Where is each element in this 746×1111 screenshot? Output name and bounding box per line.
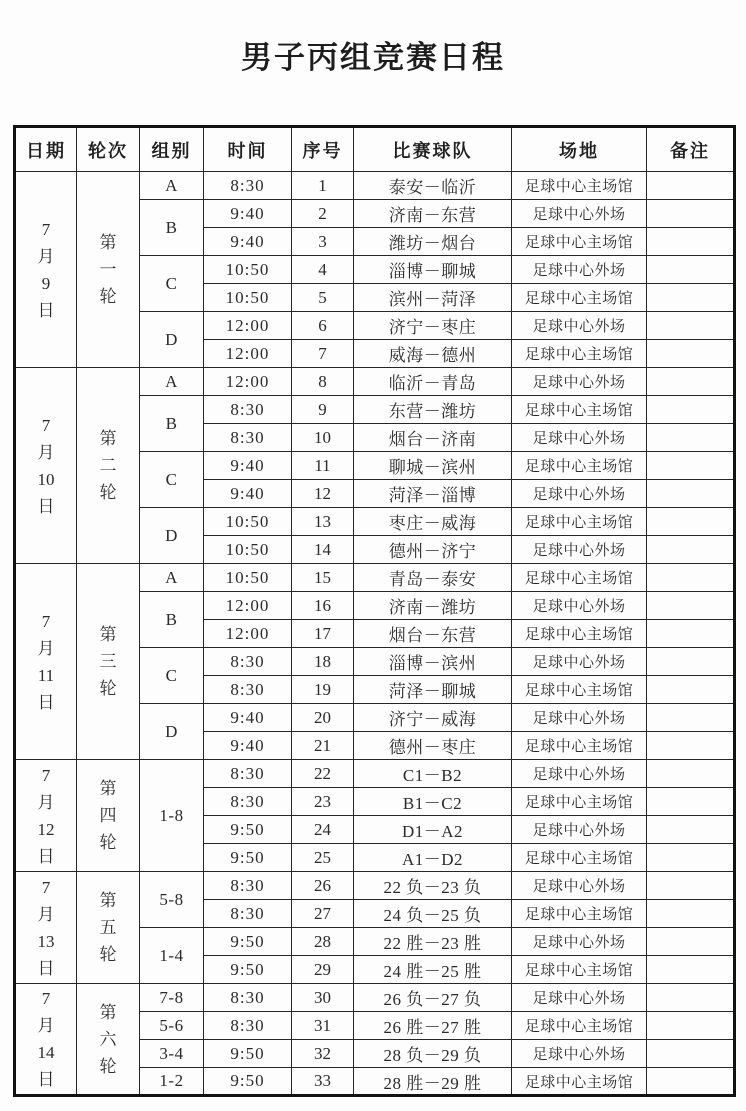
- note-cell: [647, 424, 735, 452]
- teams-cell: 菏泽－淄博: [354, 480, 512, 508]
- date-line: 日: [37, 692, 55, 712]
- round-cell: [77, 368, 140, 564]
- note-cell: [647, 676, 735, 704]
- venue-cell: 足球中心外场: [512, 816, 647, 844]
- match-no-cell: 1: [292, 172, 354, 200]
- venue-cell: 足球中心主场馆: [512, 956, 647, 984]
- note-cell: [647, 648, 735, 676]
- teams-cell: 滨州－菏泽: [354, 284, 512, 312]
- time-cell: 8:30: [204, 396, 292, 424]
- col-header-no: 序号: [292, 127, 354, 172]
- col-header-date: 日期: [15, 127, 77, 172]
- venue-cell: 足球中心主场馆: [512, 732, 647, 760]
- round-line: 轮: [99, 679, 117, 698]
- group-cell: C: [140, 648, 204, 704]
- match-no-cell: 19: [292, 676, 354, 704]
- teams-cell: 28 负－29 负: [354, 1040, 512, 1068]
- round-line: 第: [99, 1002, 117, 1022]
- note-cell: [647, 396, 735, 424]
- venue-cell: 足球中心主场馆: [512, 340, 647, 368]
- group-cell: A: [140, 368, 204, 396]
- venue-cell: 足球中心主场馆: [512, 676, 647, 704]
- date-line: 11: [37, 665, 55, 685]
- match-no-cell: 14: [292, 536, 354, 564]
- match-no-cell: 10: [292, 424, 354, 452]
- venue-cell: 足球中心外场: [512, 1040, 647, 1068]
- teams-cell: 菏泽－聊城: [354, 676, 512, 704]
- date-line: 12: [37, 819, 55, 839]
- match-no-cell: 2: [292, 200, 354, 228]
- time-cell: 10:50: [204, 564, 292, 592]
- date-line: 月: [37, 904, 55, 924]
- time-cell: 9:50: [204, 928, 292, 956]
- teams-cell: 24 负－25 负: [354, 900, 512, 928]
- group-cell: 1-2: [140, 1068, 204, 1096]
- match-no-cell: 4: [292, 256, 354, 284]
- match-row: [15, 172, 735, 200]
- teams-cell: 德州－枣庄: [354, 732, 512, 760]
- note-cell: [647, 788, 735, 816]
- date-line: 日: [37, 496, 55, 516]
- note-cell: [647, 1040, 735, 1068]
- teams-cell: 济宁－威海: [354, 704, 512, 732]
- venue-cell: 足球中心外场: [512, 480, 647, 508]
- note-cell: [647, 1012, 735, 1040]
- note-cell: [647, 984, 735, 1012]
- match-no-cell: 22: [292, 760, 354, 788]
- venue-cell: 足球中心主场馆: [512, 452, 647, 480]
- note-cell: [647, 480, 735, 508]
- venue-cell: 足球中心主场馆: [512, 284, 647, 312]
- venue-cell: 足球中心外场: [512, 536, 647, 564]
- group-cell: 5-8: [140, 872, 204, 928]
- date-line: 7: [41, 989, 51, 1008]
- round-line: 三: [99, 652, 117, 671]
- group-cell: 7-8: [140, 984, 204, 1012]
- match-row: [15, 368, 735, 396]
- round-line: 第: [99, 891, 117, 910]
- round-line: 五: [99, 918, 117, 937]
- match-no-cell: 20: [292, 704, 354, 732]
- match-no-cell: 29: [292, 956, 354, 984]
- col-header-round: 轮次: [77, 127, 140, 172]
- time-cell: 8:30: [204, 788, 292, 816]
- match-no-cell: 26: [292, 872, 354, 900]
- note-cell: [647, 536, 735, 564]
- date-line: 10: [37, 469, 55, 489]
- venue-cell: 足球中心主场馆: [512, 1012, 647, 1040]
- teams-cell: 烟台－济南: [354, 424, 512, 452]
- venue-cell: 足球中心主场馆: [512, 1068, 647, 1096]
- venue-cell: 足球中心外场: [512, 312, 647, 340]
- time-cell: 8:30: [204, 648, 292, 676]
- teams-cell: B1－C2: [354, 788, 512, 816]
- date-line: 9: [41, 273, 51, 293]
- time-cell: 9:50: [204, 1068, 292, 1096]
- teams-cell: 枣庄－威海: [354, 508, 512, 536]
- match-no-cell: 16: [292, 592, 354, 620]
- date-cell: [15, 564, 77, 760]
- date-cell: [15, 984, 77, 1096]
- time-cell: 8:30: [204, 1012, 292, 1040]
- group-cell: B: [140, 200, 204, 256]
- teams-cell: 泰安－临沂: [354, 172, 512, 200]
- teams-cell: D1－A2: [354, 816, 512, 844]
- venue-cell: 足球中心主场馆: [512, 788, 647, 816]
- teams-cell: 青岛－泰安: [354, 564, 512, 592]
- date-line: 7: [41, 219, 51, 239]
- date-line: 日: [37, 958, 55, 978]
- group-cell: B: [140, 396, 204, 452]
- round-line: 轮: [99, 483, 117, 502]
- venue-cell: 足球中心外场: [512, 760, 647, 788]
- time-cell: 8:30: [204, 984, 292, 1012]
- venue-cell: 足球中心主场馆: [512, 396, 647, 424]
- group-cell: 1-4: [140, 928, 204, 984]
- teams-cell: 潍坊－烟台: [354, 228, 512, 256]
- col-header-venue: 场地: [512, 127, 647, 172]
- group-cell: 3-4: [140, 1040, 204, 1068]
- date-line: 7: [41, 765, 51, 785]
- time-cell: 9:50: [204, 956, 292, 984]
- time-cell: 9:40: [204, 704, 292, 732]
- note-cell: [647, 1068, 735, 1096]
- note-cell: [647, 368, 735, 396]
- col-header-group: 组别: [140, 127, 204, 172]
- teams-cell: 22 胜－23 胜: [354, 928, 512, 956]
- note-cell: [647, 956, 735, 984]
- date-line: 7: [41, 877, 51, 897]
- venue-cell: 足球中心外场: [512, 424, 647, 452]
- teams-cell: 德州－济宁: [354, 536, 512, 564]
- time-cell: 12:00: [204, 368, 292, 396]
- time-cell: 9:50: [204, 816, 292, 844]
- match-no-cell: 32: [292, 1040, 354, 1068]
- round-line: 六: [99, 1029, 117, 1049]
- time-cell: 10:50: [204, 536, 292, 564]
- teams-cell: 东营－潍坊: [354, 396, 512, 424]
- venue-cell: 足球中心主场馆: [512, 620, 647, 648]
- time-cell: 12:00: [204, 620, 292, 648]
- venue-cell: 足球中心主场馆: [512, 172, 647, 200]
- teams-cell: 济南－潍坊: [354, 592, 512, 620]
- match-no-cell: 6: [292, 312, 354, 340]
- note-cell: [647, 564, 735, 592]
- venue-cell: 足球中心外场: [512, 704, 647, 732]
- venue-cell: 足球中心主场馆: [512, 900, 647, 928]
- date-line: 月: [37, 638, 55, 658]
- teams-cell: 26 负－27 负: [354, 984, 512, 1012]
- note-cell: [647, 844, 735, 872]
- match-no-cell: 17: [292, 620, 354, 648]
- date-line: 13: [37, 931, 55, 951]
- time-cell: 12:00: [204, 592, 292, 620]
- date-cell: [15, 172, 77, 368]
- group-cell: A: [140, 564, 204, 592]
- note-cell: [647, 340, 735, 368]
- col-header-time: 时间: [204, 127, 292, 172]
- note-cell: [647, 172, 735, 200]
- venue-cell: 足球中心主场馆: [512, 564, 647, 592]
- date-line: 日: [37, 1070, 55, 1089]
- venue-cell: 足球中心外场: [512, 984, 647, 1012]
- note-cell: [647, 256, 735, 284]
- time-cell: 9:40: [204, 732, 292, 760]
- match-no-cell: 23: [292, 788, 354, 816]
- match-no-cell: 12: [292, 480, 354, 508]
- time-cell: 8:30: [204, 872, 292, 900]
- time-cell: 10:50: [204, 508, 292, 536]
- note-cell: [647, 228, 735, 256]
- match-no-cell: 15: [292, 564, 354, 592]
- match-no-cell: 18: [292, 648, 354, 676]
- teams-cell: A1－D2: [354, 844, 512, 872]
- note-cell: [647, 452, 735, 480]
- round-line: 轮: [99, 945, 117, 964]
- group-cell: 1-8: [140, 760, 204, 872]
- date-line: 月: [37, 792, 55, 812]
- note-cell: [647, 760, 735, 788]
- round-line: 二: [99, 456, 117, 475]
- teams-cell: 26 胜－27 胜: [354, 1012, 512, 1040]
- venue-cell: 足球中心外场: [512, 200, 647, 228]
- note-cell: [647, 284, 735, 312]
- note-cell: [647, 816, 735, 844]
- match-no-cell: 5: [292, 284, 354, 312]
- time-cell: 9:50: [204, 1040, 292, 1068]
- date-line: 14: [37, 1043, 55, 1062]
- group-cell: A: [140, 172, 204, 200]
- note-cell: [647, 508, 735, 536]
- match-no-cell: 27: [292, 900, 354, 928]
- venue-cell: 足球中心外场: [512, 592, 647, 620]
- match-row: [15, 564, 735, 592]
- group-cell: 5-6: [140, 1012, 204, 1040]
- round-line: 第: [99, 779, 117, 798]
- match-no-cell: 31: [292, 1012, 354, 1040]
- round-line: 第: [99, 233, 117, 252]
- time-cell: 9:40: [204, 228, 292, 256]
- round-line: 一: [99, 260, 117, 279]
- round-cell: [77, 172, 140, 368]
- time-cell: 9:40: [204, 452, 292, 480]
- note-cell: [647, 620, 735, 648]
- teams-cell: 22 负－23 负: [354, 872, 512, 900]
- date-line: 月: [37, 246, 55, 266]
- note-cell: [647, 872, 735, 900]
- match-no-cell: 11: [292, 452, 354, 480]
- date-cell: [15, 872, 77, 984]
- time-cell: 9:50: [204, 844, 292, 872]
- teams-cell: C1－B2: [354, 760, 512, 788]
- time-cell: 8:30: [204, 760, 292, 788]
- time-cell: 9:40: [204, 480, 292, 508]
- venue-cell: 足球中心外场: [512, 928, 647, 956]
- match-no-cell: 24: [292, 816, 354, 844]
- time-cell: 10:50: [204, 256, 292, 284]
- match-no-cell: 8: [292, 368, 354, 396]
- date-line: 日: [37, 300, 55, 320]
- match-no-cell: 21: [292, 732, 354, 760]
- match-row: [15, 872, 735, 900]
- match-no-cell: 13: [292, 508, 354, 536]
- time-cell: 12:00: [204, 340, 292, 368]
- schedule-table: [13, 125, 736, 1097]
- group-cell: C: [140, 452, 204, 508]
- page-title: 男子丙组竞赛日程: [241, 40, 505, 75]
- group-cell: B: [140, 592, 204, 648]
- round-line: 四: [99, 806, 117, 825]
- round-line: 第: [99, 625, 117, 644]
- match-no-cell: 33: [292, 1068, 354, 1096]
- round-cell: [77, 564, 140, 760]
- time-cell: 9:40: [204, 200, 292, 228]
- teams-cell: 威海－德州: [354, 340, 512, 368]
- match-row: [15, 760, 735, 788]
- round-line: 第: [99, 429, 117, 448]
- note-cell: [647, 732, 735, 760]
- note-cell: [647, 900, 735, 928]
- round-cell: [77, 984, 140, 1096]
- group-cell: D: [140, 704, 204, 760]
- match-no-cell: 7: [292, 340, 354, 368]
- venue-cell: 足球中心外场: [512, 256, 647, 284]
- date-line: 日: [37, 846, 55, 866]
- note-cell: [647, 704, 735, 732]
- venue-cell: 足球中心外场: [512, 368, 647, 396]
- col-header-teams: 比赛球队: [354, 127, 512, 172]
- teams-cell: 淄博－滨州: [354, 648, 512, 676]
- teams-cell: 临沂－青岛: [354, 368, 512, 396]
- note-cell: [647, 200, 735, 228]
- group-cell: D: [140, 312, 204, 368]
- round-cell: [77, 872, 140, 984]
- teams-cell: 聊城－滨州: [354, 452, 512, 480]
- note-cell: [647, 592, 735, 620]
- time-cell: 8:30: [204, 424, 292, 452]
- match-no-cell: 9: [292, 396, 354, 424]
- round-line: 轮: [99, 833, 117, 852]
- date-line: 月: [37, 1016, 55, 1035]
- date-line: 7: [41, 415, 51, 435]
- round-line: 轮: [99, 1056, 117, 1076]
- round-line: 轮: [99, 287, 117, 306]
- date-line: 月: [37, 442, 55, 462]
- note-cell: [647, 312, 735, 340]
- time-cell: 8:30: [204, 172, 292, 200]
- header-row: [15, 127, 735, 172]
- venue-cell: 足球中心外场: [512, 648, 647, 676]
- time-cell: 8:30: [204, 676, 292, 704]
- teams-cell: 24 胜－25 胜: [354, 956, 512, 984]
- time-cell: 10:50: [204, 284, 292, 312]
- teams-cell: 烟台－东营: [354, 620, 512, 648]
- col-header-note: 备注: [647, 127, 735, 172]
- note-cell: [647, 928, 735, 956]
- teams-cell: 济宁－枣庄: [354, 312, 512, 340]
- venue-cell: 足球中心主场馆: [512, 228, 647, 256]
- match-no-cell: 28: [292, 928, 354, 956]
- venue-cell: 足球中心外场: [512, 872, 647, 900]
- group-cell: C: [140, 256, 204, 312]
- teams-cell: 淄博－聊城: [354, 256, 512, 284]
- venue-cell: 足球中心主场馆: [512, 844, 647, 872]
- date-cell: [15, 368, 77, 564]
- date-cell: [15, 760, 77, 872]
- time-cell: 12:00: [204, 312, 292, 340]
- group-cell: D: [140, 508, 204, 564]
- teams-cell: 28 胜－29 胜: [354, 1068, 512, 1096]
- date-line: 7: [41, 611, 51, 631]
- teams-cell: 济南－东营: [354, 200, 512, 228]
- round-cell: [77, 760, 140, 872]
- match-no-cell: 30: [292, 984, 354, 1012]
- match-row: [15, 984, 735, 1012]
- venue-cell: 足球中心主场馆: [512, 508, 647, 536]
- time-cell: 8:30: [204, 900, 292, 928]
- match-no-cell: 3: [292, 228, 354, 256]
- match-no-cell: 25: [292, 844, 354, 872]
